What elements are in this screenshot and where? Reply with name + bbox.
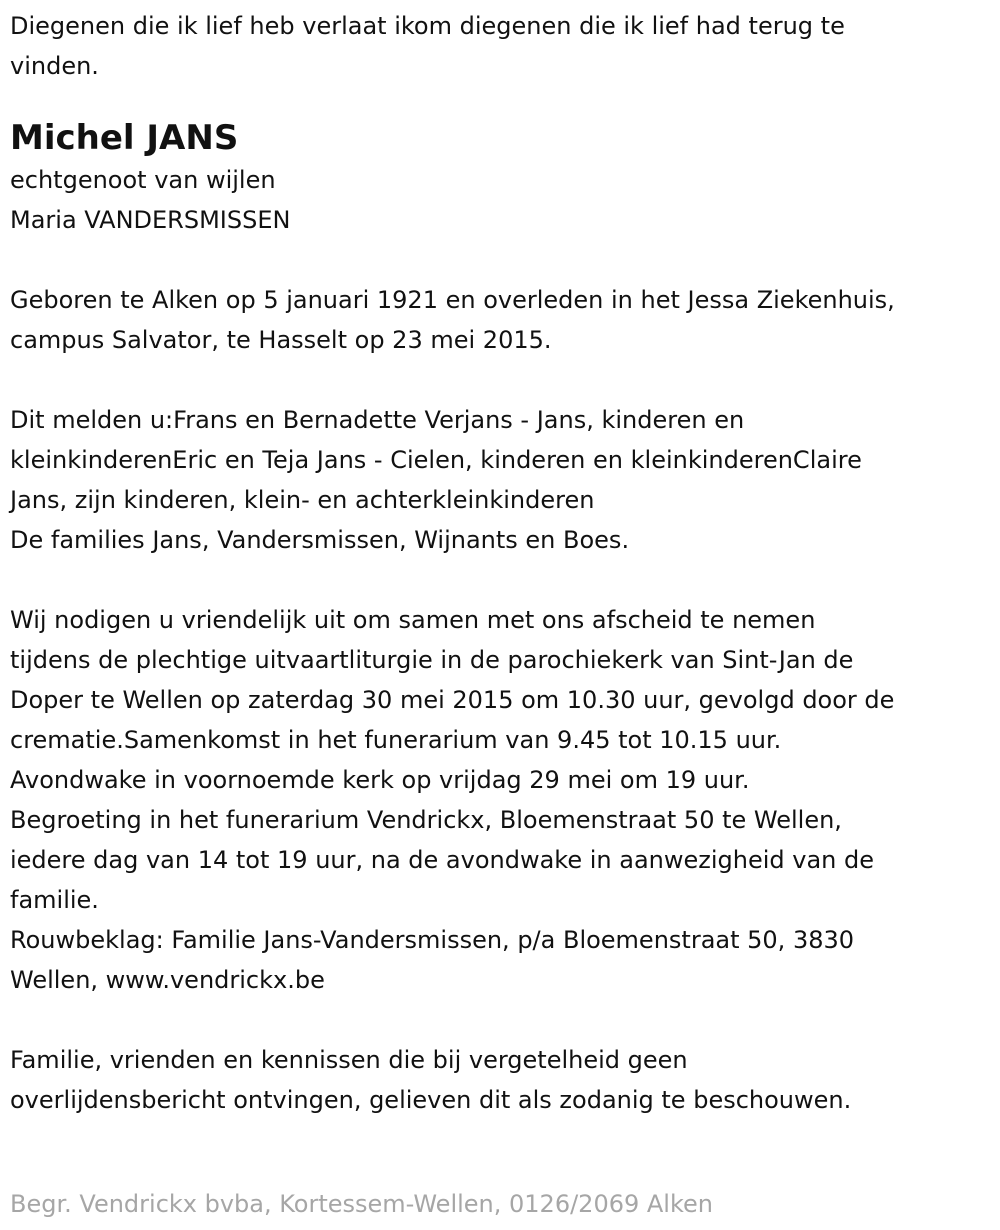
ceremony-line: tijdens de plechtige uitvaartliturgie in de parochiekerk van Sint-Jan de [10, 646, 854, 674]
ceremony-line: Doper te Wellen op zaterdag 30 mei 2015 om 10.30 uur, gevolgd door de [10, 686, 895, 714]
undertaker-footer: Begr. Vendrickx bvba, Kortessem-Wellen, 0126/2069 Alken [10, 1190, 713, 1218]
spouse-block [10, 160, 990, 240]
ceremony-line: Avondwake in voornoemde kerk op vrijdag 29 mei om 19 uur. [10, 766, 750, 794]
spacer [10, 1120, 990, 1160]
announced-by-line: De families Jans, Vandersmissen, Wijnants en Boes. [10, 526, 630, 554]
spacer [10, 360, 990, 400]
motto-line: vinden. [10, 52, 99, 80]
ceremony-line: Wij nodigen u vriendelijk uit om samen met ons afscheid te nemen [10, 606, 816, 634]
announced-by-line: Dit melden u:Frans en Bernadette Verjans - Jans, kinderen en [10, 406, 745, 434]
birth-death-line: campus Salvator, te Hasselt op 23 mei 2015. [10, 326, 552, 354]
ceremony-line: Wellen, www.vendrickx.be [10, 966, 325, 994]
ceremony-line: Begroeting in het funerarium Vendrickx, Bloemenstraat 50 te Wellen, [10, 806, 842, 834]
birth-death-block [10, 280, 990, 360]
deceased-name: Michel JANS [10, 118, 239, 158]
announced-by-line: Jans, zijn kinderen, klein- en achterkleinkinderen [10, 486, 595, 514]
announced-by-line: kleinkinderenEric en Teja Jans - Cielen, kinderen en kleinkinderenClaire [10, 446, 862, 474]
ceremony-block [10, 600, 990, 1000]
closing-line: overlijdensbericht ontvingen, gelieven dit als zodanig te beschouwen. [10, 1086, 852, 1114]
motto-block [10, 6, 990, 86]
birth-death-line: Geboren te Alken op 5 januari 1921 en overleden in het Jessa Ziekenhuis, [10, 286, 895, 314]
spouse-line: echtgenoot van wijlen [10, 166, 276, 194]
spacer [10, 1000, 990, 1040]
closing-block [10, 1040, 990, 1120]
spouse-line: Maria VANDERSMISSEN [10, 206, 291, 234]
ceremony-line: Rouwbeklag: Familie Jans-Vandersmissen, p/a Bloemenstraat 50, 3830 [10, 926, 855, 954]
ceremony-line: familie. [10, 886, 99, 914]
announced-by-block [10, 400, 990, 560]
closing-line: Familie, vrienden en kennissen die bij vergetelheid geen [10, 1046, 688, 1074]
spacer [10, 240, 990, 280]
spacer [10, 560, 990, 600]
motto-line: Diegenen die ik lief heb verlaat ikom diegenen die ik lief had terug te [10, 12, 845, 40]
ceremony-line: crematie.Samenkomst in het funerarium van 9.45 tot 10.15 uur. [10, 726, 782, 754]
ceremony-line: iedere dag van 14 tot 19 uur, na de avondwake in aanwezigheid van de [10, 846, 875, 874]
